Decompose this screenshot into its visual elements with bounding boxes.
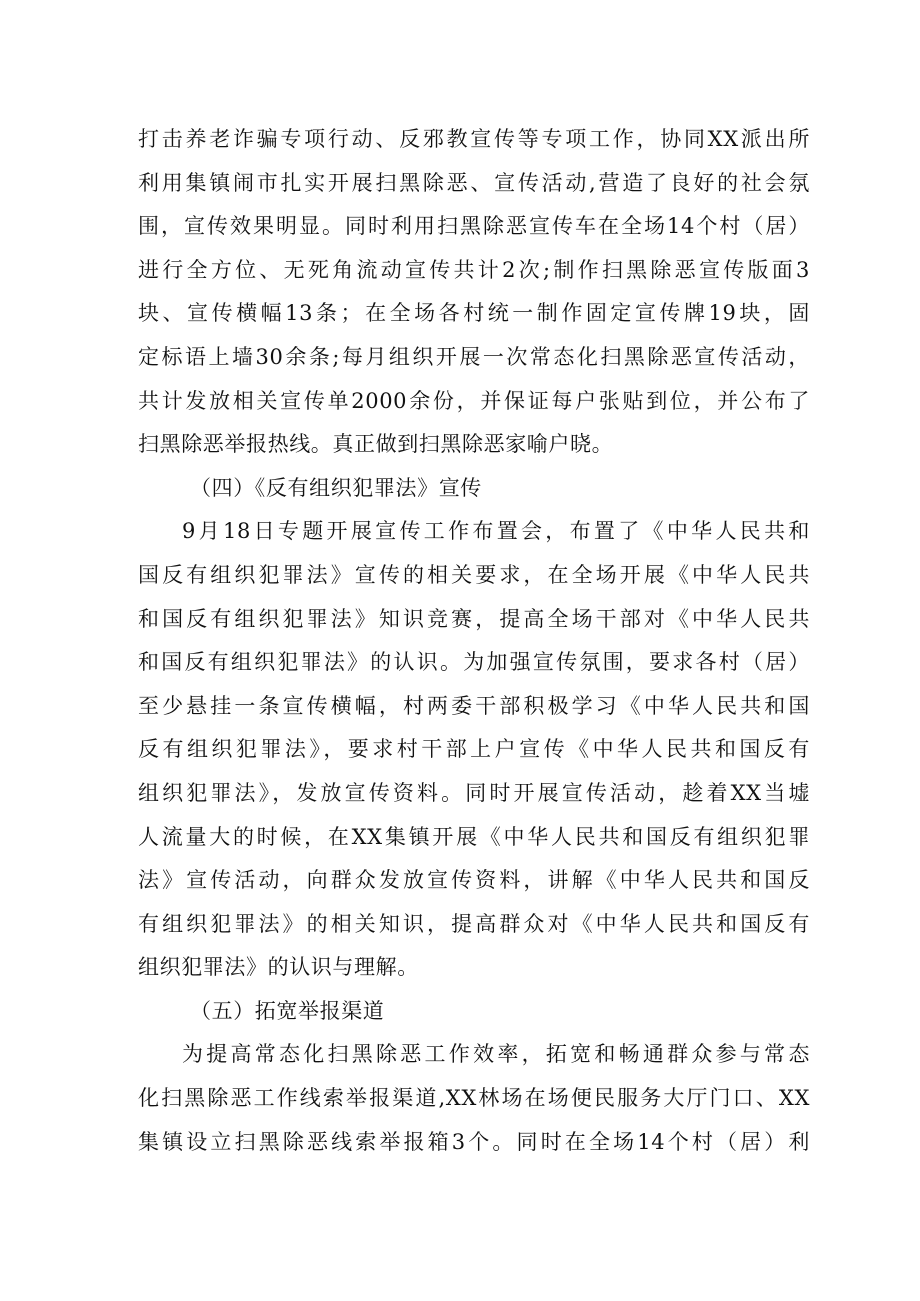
paragraph-line: 人流量大的时候，在XX集镇开展《中华人民共和国反有组织犯罪: [138, 824, 810, 849]
paragraph-line: 反有组织犯罪法》，要求村干部上户宣传《中华人民共和国反有: [138, 737, 810, 762]
paragraph-line: 为提高常态化扫黑除恶工作效率，拓宽和畅通群众参与常态: [182, 1042, 810, 1067]
paragraph-line: 定标语上墙30余条;每月组织开展一次常态化扫黑除恶宣传活动，: [138, 344, 810, 369]
paragraph-line: 组织犯罪法》的认识与理解。: [138, 955, 419, 980]
paragraph-line: 集镇设立扫黑除恶线索举报箱3个。同时在全场14个村（居）利: [138, 1129, 810, 1154]
paragraph-line: 化扫黑除恶工作线索举报渠道,XX林场在场便民服务大厅门口、XX: [138, 1086, 810, 1111]
paragraph-line: 围，宣传效果明显。同时利用扫黑除恶宣传车在全场14个村（居）: [138, 214, 810, 239]
paragraph-line: 扫黑除恶举报热线。真正做到扫黑除恶家喻户晓。: [138, 432, 614, 457]
paragraph-line: 国反有组织犯罪法》宣传的相关要求，在全场开展《中华人民共: [138, 562, 810, 587]
paragraph-line: 有组织犯罪法》的相关知识，提高群众对《中华人民共和国反有: [138, 911, 810, 936]
paragraph-line: 块、宣传横幅13条；在全场各村统一制作固定宣传牌19块，固: [138, 301, 810, 326]
document-body: [138, 118, 810, 1164]
paragraph-line: 打击养老诈骗专项行动、反邪教宣传等专项工作，协同XX派出所: [138, 127, 810, 151]
paragraph-line: 和国反有组织犯罪法》知识竞赛，提高全场干部对《中华人民共: [138, 606, 810, 631]
section-heading: （四）《反有组织犯罪法》宣传: [190, 475, 482, 500]
paragraph-line: 进行全方位、无死角流动宣传共计2次;制作扫黑除恶宣传版面3: [138, 257, 810, 282]
paragraph-line: 利用集镇闹市扎实开展扫黑除恶、宣传活动,营造了良好的社会氛: [138, 170, 810, 195]
paragraph-line: 法》宣传活动，向群众发放宣传资料，讲解《中华人民共和国反: [138, 868, 810, 893]
paragraph-line: 至少悬挂一条宣传横幅，村两委干部积极学习《中华人民共和国: [138, 693, 810, 718]
section-heading: （五）拓宽举报渠道: [190, 998, 385, 1023]
paragraph-line: 和国反有组织犯罪法》的认识。为加强宣传氛围，要求各村（居）: [138, 650, 810, 675]
paragraph-line: 组织犯罪法》，发放宣传资料。同时开展宣传活动，趁着XX当墟: [138, 780, 810, 805]
paragraph-line: 共计发放相关宣传单2000余份，并保证每户张贴到位，并公布了: [138, 388, 810, 413]
paragraph-line: 9月18日专题开展宣传工作布置会，布置了《中华人民共和: [182, 519, 810, 544]
